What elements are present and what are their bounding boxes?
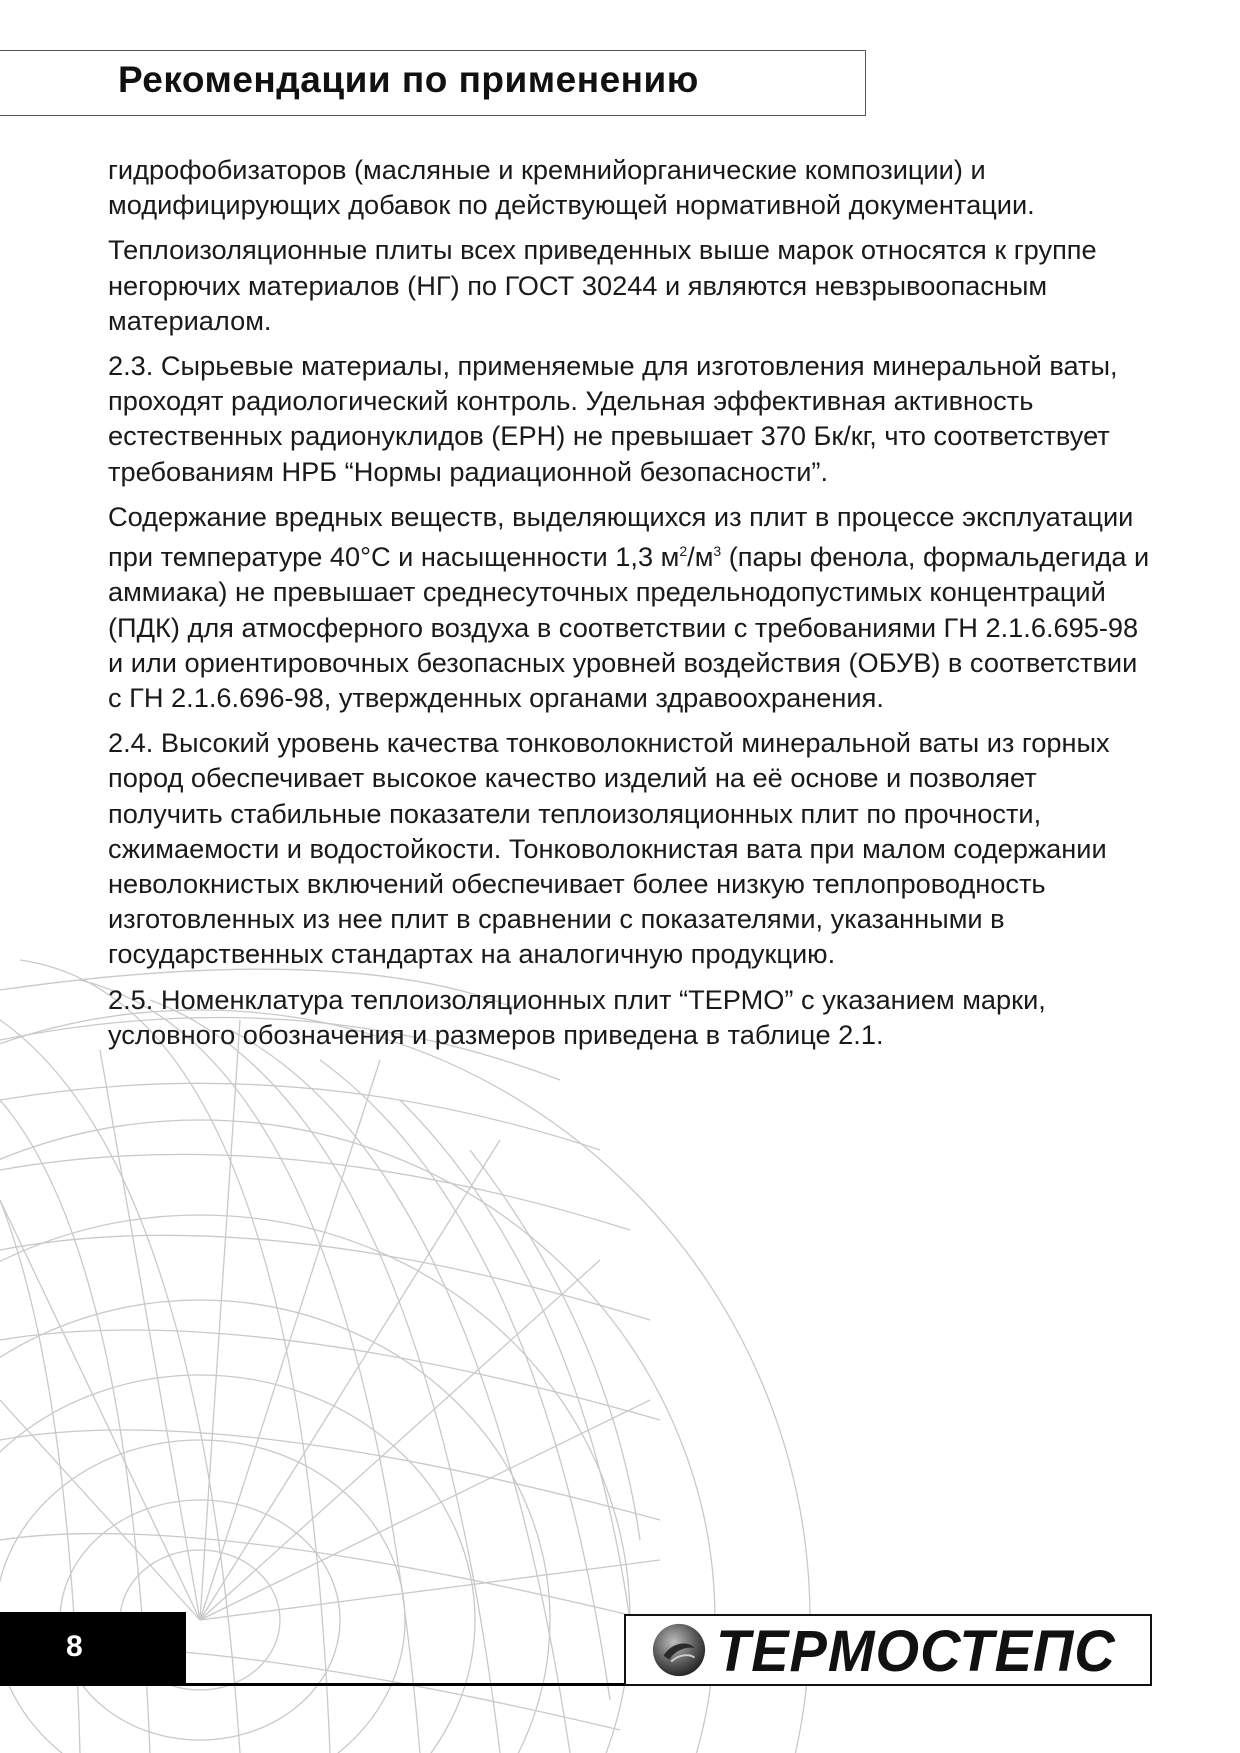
paragraph-hydrophobizers: гидрофобизаторов (масляные и кремнийорганические композиции) и модифицирующих добавок по действующей нормативной документации. [108,154,1035,221]
brand-logo [624,1614,1152,1686]
brand-name: ТЕРМОСТЕПС [716,1616,1116,1684]
harmful-text-part2: /м [687,541,714,573]
page-number: 8 [66,1630,83,1663]
harmful-text-part1: Содержание вредных веществ, выделяющихся из плит в процессе эксплуатации при температуре 40°С и насыщенности 1,3 м [108,500,1134,573]
paragraph-2-4-quality: 2.4. Высокий уровень качества тонковолокнистой минеральной ваты из горных пород обеспечивает высокое качество изделий на её основе и позволяет получить стабильные показатели теплоизоляционных плит по прочности, сжимаемости и водостойкости. Тонковолокнистая вата при малом содержании неволокнистых включений обеспечивает более низкую теплопроводность изготовленных из нее плит в сравнении с показателями, указанными в государственных стандартах на аналогичную продукцию. [108,727,1110,970]
paragraph-harmful-substances [108,499,1158,715]
superscript-cubed: 3 [713,543,722,560]
globe-logo-icon [650,1621,708,1679]
harmful-text-part3: (пары фенола, формальдегида и аммиака) не превышает среднесуточных предельнодопустимых концентраций (ПДК) для атмосферного воздуха в соответствии с требованиями ГН 2.1.6.695-98 и или ориентировочных безопасных уровней воздействия (ОБУВ) в соответствии с ГН 2.1.6.696-98, утвержденных органами здравоохранения. [108,541,1150,713]
paragraph-2-3-radiology: 2.3. Сырьевые материалы, применяемые для изготовления минеральной ваты, проходят радиологический контроль. Удельная эффективная активность естественных радионуклидов (ЕРН) не превышает 370 Бк/кг, что соответствует требованиям НРБ “Нормы радиационной безопасности”. [108,350,1118,487]
page-title: Рекомендации по применению [118,59,699,100]
page-number-box [0,1612,186,1686]
page-header [0,50,866,116]
paragraph-nonflammable: Теплоизоляционные плиты всех приведенных выше марок относятся к группе негорючих материалов (НГ) по ГОСТ 30244 и являются невзрывоопасным материалом. [108,234,1097,336]
superscript-squared: 2 [679,543,688,560]
paragraph-2-5-nomenclature: 2.5. Номенклатура теплоизоляционных плит “ТЕРМО” с указанием марки, условного обозначения и размеров приведена в таблице 2.1. [108,983,1046,1050]
body-text [108,152,1158,1062]
